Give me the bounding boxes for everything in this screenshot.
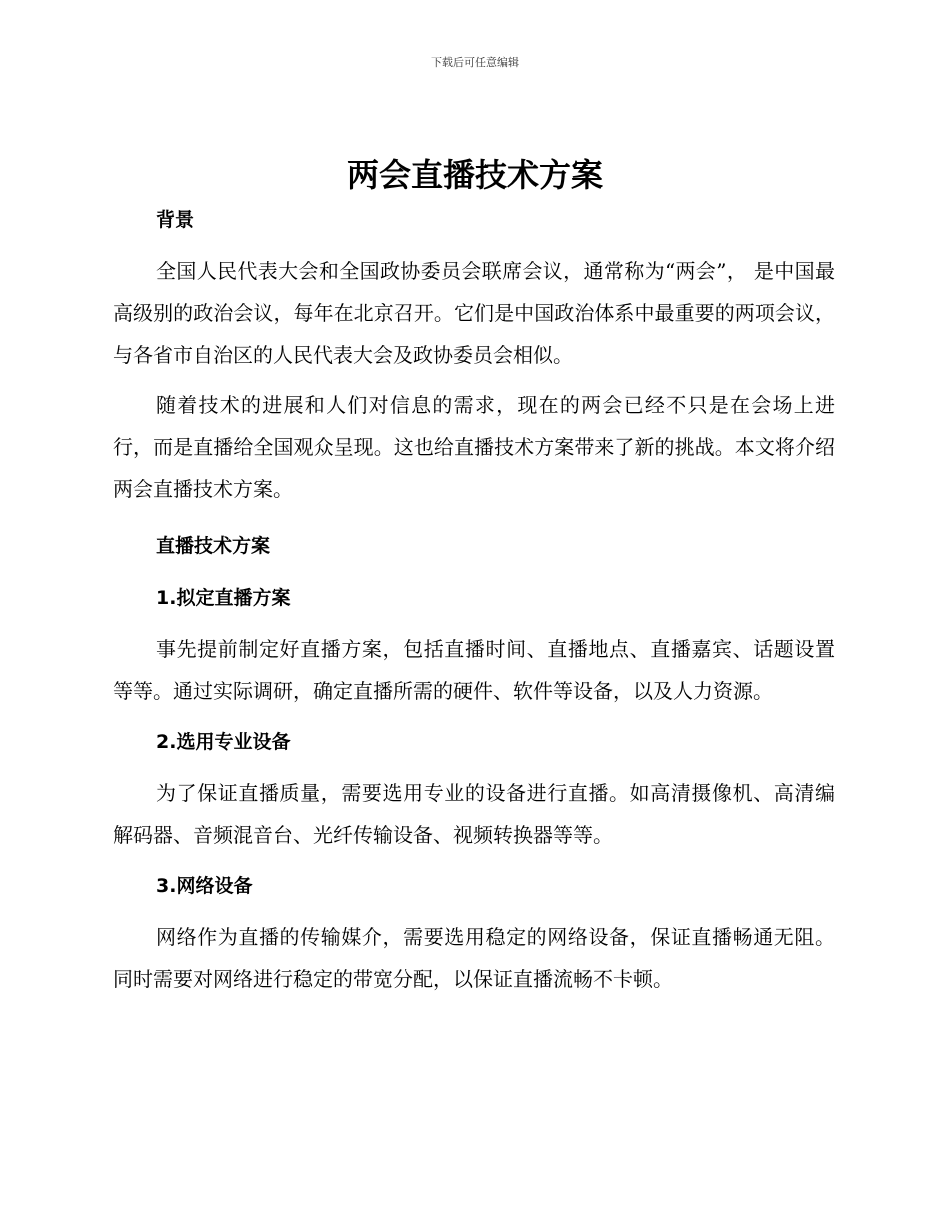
subheading-step-3: 3.网络设备 [156, 875, 253, 897]
paragraph-step-3: 网络作为直播的传输媒介，需要选用稳定的网络设备，保证直播畅通无阻。同时需要对网络进行稳定的带宽分配，以保证直播流畅不卡顿。 [113, 925, 835, 991]
subheading-step-1: 1.拟定直播方案 [156, 587, 291, 609]
section-heading-background: 背景 [156, 209, 195, 231]
document-body [113, 198, 835, 1000]
document-title: 两会直播技术方案 [346, 156, 603, 194]
subheading-step-2: 2.选用专业设备 [156, 731, 291, 753]
paragraph-step-2: 为了保证直播质量，需要选用专业的设备进行直播。如高清摄像机、高清编解码器、音频混音台、光纤传输设备、视频转换器等等。 [113, 781, 835, 847]
paragraph-step-1: 事先提前制定好直播方案，包括直播时间、直播地点、直播嘉宾、话题设置等等。通过实际调研，确定直播所需的硬件、软件等设备，以及人力资源。 [113, 637, 835, 703]
page-header: 下载后可任意编辑 [431, 56, 519, 69]
section-heading-plan: 直播技术方案 [156, 535, 271, 557]
paragraph-background-1: 全国人民代表大会和全国政协委员会联席会议，通常称为“两会”， 是中国最高级别的政治会议，每年在北京召开。它们是中国政治体系中最重要的两项会议，与各省市自治区的人民代表大会及政协委员会相似。 [113, 259, 835, 367]
paragraph-background-2: 随着技术的进展和人们对信息的需求，现在的两会已经不只是在会场上进行，而是直播给全国观众呈现。这也给直播技术方案带来了新的挑战。本文将介绍两会直播技术方案。 [113, 393, 835, 501]
